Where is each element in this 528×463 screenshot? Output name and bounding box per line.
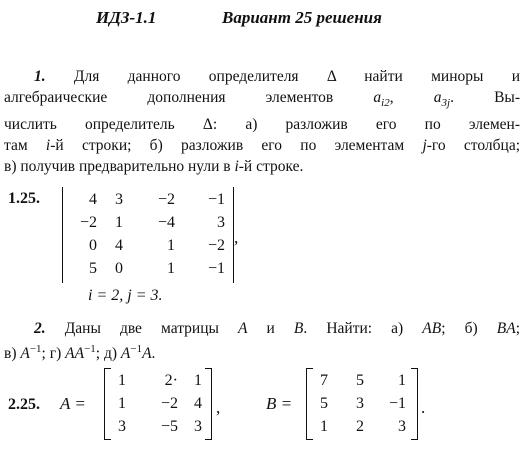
text-span: ; б) [441,320,497,337]
var-A: A [142,345,152,363]
matrix-cell: 4 [194,395,202,412]
det-label: 1.25. [8,190,40,207]
text-span: -й строке. [238,158,304,176]
var-i: i [234,158,239,176]
det-cell: 0 [89,237,97,254]
det-cell: 1 [115,214,123,231]
text-span: алгебраические дополнения элементов [4,89,374,106]
matrix-cell: 5 [356,372,364,389]
expr-BA: BA [496,320,516,337]
problem-2-line-1 [4,318,520,339]
matrix-cell: 5 [320,395,328,412]
problem-1-number: 1. [34,68,46,85]
det-cell: 3 [115,191,123,208]
matrix-cell: 2 [356,418,364,435]
mat-label: 2.25. [8,396,40,413]
superscript: −1 [29,343,42,355]
matrix-cell: 1 [118,395,126,412]
text-span: ; г) [41,345,66,363]
det-cell: 1 [167,260,175,277]
det-cell: 1 [167,237,175,254]
matrix-cell: 1 [398,372,406,389]
var-B: B [293,320,304,337]
problem-1-line-1 [4,66,520,87]
matrix-cell: 3 [194,418,202,435]
header-title: ИДЗ-1.1 [96,8,157,27]
det-cell: 0 [115,260,123,277]
element-a-i2: a [373,89,382,106]
matrix-cell: 1 [320,418,328,435]
var-A: A [238,320,248,337]
problem-1-text [4,66,520,177]
det-cell: −1 [207,260,225,277]
det-cell: −2 [79,214,97,231]
text-span: в) [4,345,21,363]
matrix-A-trailing: , [216,398,221,417]
det-cell: 4 [89,191,97,208]
matrix-cell: −1 [388,395,406,412]
bracket-right [411,368,418,440]
text-span: и [247,320,294,337]
det-cell: 4 [115,237,123,254]
problem-1-line-2 [4,87,520,114]
superscript: −1 [130,343,143,355]
problem-1-line-3: числить определитель Δ: а) разложив его по элемен- [4,116,520,134]
problem-2-number: 2. [34,320,46,337]
det-trailing: , [234,228,239,247]
problem-2-text [4,318,520,364]
text-span: Для данного определителя Δ найти миноры и [73,68,520,85]
matrix-cell: −2 [160,395,178,412]
matrix-cell: −5 [160,418,178,435]
det-cell: 5 [89,260,97,277]
text-span: в) получив предварительно нули в [4,158,235,176]
text-span: , [389,89,434,106]
superscript: −1 [84,343,96,355]
element-a-3j: a [433,89,442,106]
determinant [62,187,234,283]
bracket-right [205,368,212,440]
det-params: i = 2, j = 3. [88,287,163,304]
matrix-A [104,368,212,440]
var-j: j [422,137,427,155]
matrix-B-label: B = [266,394,293,413]
text-span: ; [515,320,520,337]
var-i: i [45,137,51,155]
text-span: -го столбца; [426,137,521,155]
matrix-cell: 3 [356,395,364,412]
var-A: A [20,345,30,363]
det-cell: 3 [217,214,225,231]
problem-2-line-2 [4,339,520,364]
var-A: A [120,345,131,363]
text-span: . Найти: а) [303,320,423,337]
matrix-B [306,368,418,440]
matrix-cell: 1 [194,372,202,389]
expr-AB: AB [422,320,442,337]
header-variant: Вариант 25 решения [222,8,382,27]
problem-1-line-4 [4,135,520,156]
problem-1-line-5 [4,156,520,177]
det-cell: −2 [157,191,175,208]
matrix-B-trailing: . [421,398,426,417]
matrix-cell: 2· [164,372,178,389]
det-cell: −4 [157,214,175,231]
matrix-cell: 3 [118,418,126,435]
expr-AA: AA [65,345,85,363]
text-span: Даны две матрицы [64,320,238,337]
matrix-A-label: A = [60,394,86,413]
det-cell: −1 [207,191,225,208]
matrix-cell: 3 [398,418,406,435]
text-span: . Вы- [450,89,520,106]
matrix-cell: 1 [118,372,126,389]
text-span: . [151,345,156,363]
subscript: 3j [441,97,451,110]
det-cell: −2 [207,237,225,254]
text-span: -й строки; б) разложив его по элементам [50,137,423,155]
subscript: i2 [381,97,390,110]
text-span: там [4,137,46,155]
text-span: ; д) [95,345,121,363]
matrix-cell: 7 [320,372,328,389]
